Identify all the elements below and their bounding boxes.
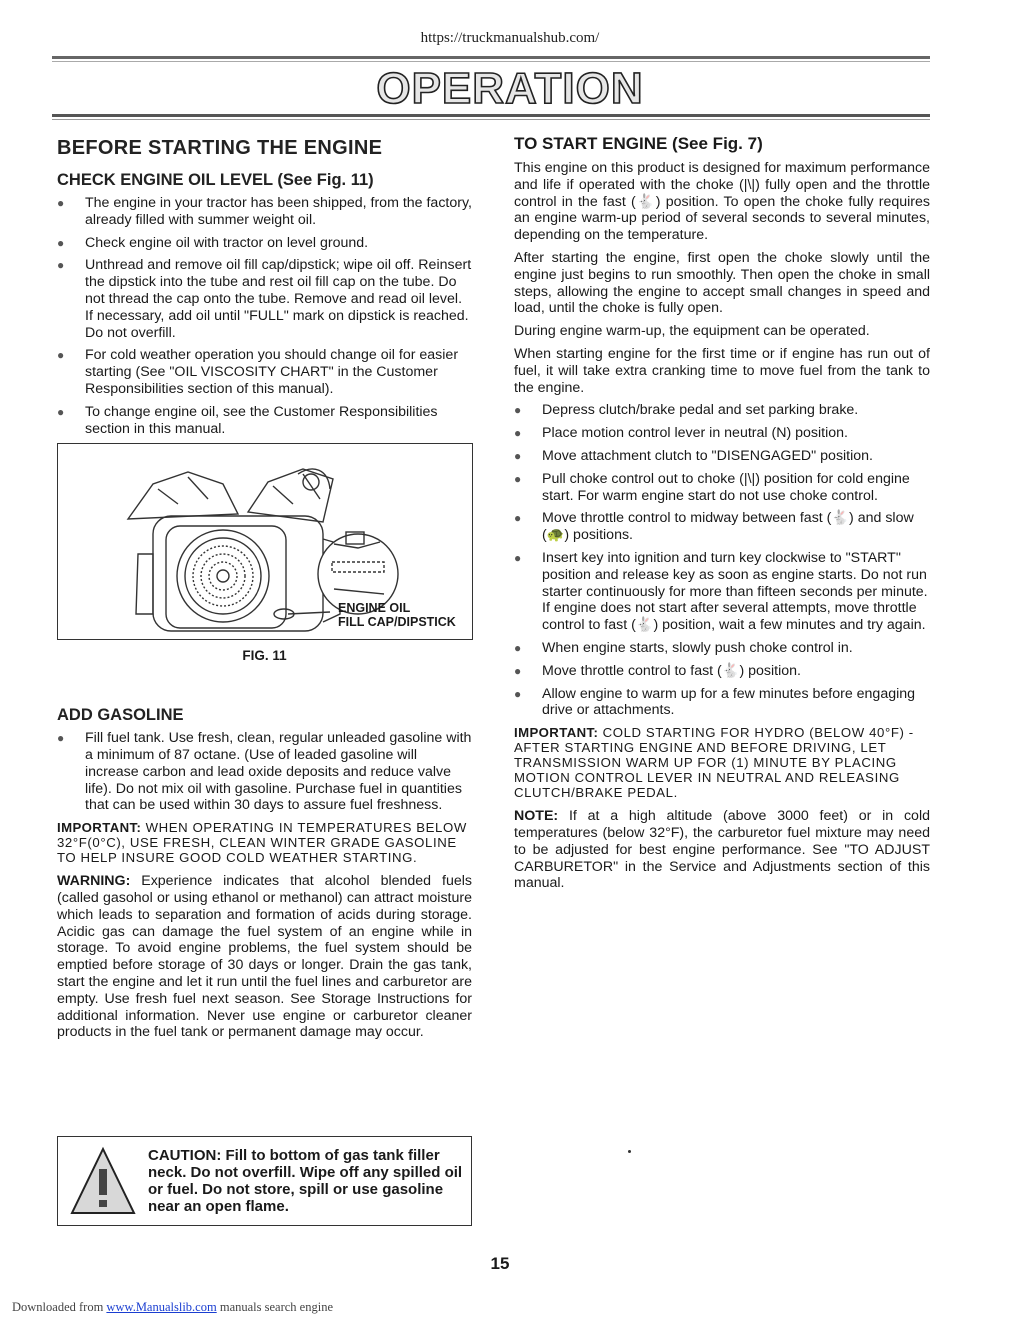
paragraph: During engine warm-up, the equipment can be operated. <box>514 323 870 340</box>
section-title-before-starting: BEFORE STARTING THE ENGINE <box>57 137 383 159</box>
title-rule-thin <box>52 119 930 120</box>
bullet-icon: ● <box>57 235 65 250</box>
figure-label: FIG. 11 <box>242 648 287 664</box>
caution-box <box>57 1136 472 1226</box>
list-item: ● Move throttle control to fast (🐇) position. <box>514 662 801 679</box>
bullet-icon: ● <box>514 471 522 486</box>
list-item: ● Fill fuel tank. Use fresh, clean, regular unleaded gasoline with a minimum of 87 octane. (Use of leaded gasoline will increase carbon and lead oxide deposits and reduce valve life). Do not mix oil with gasoline. Purchase fuel in quantities that can be used within 30 days to assure fuel freshness. <box>57 730 472 814</box>
bullet-icon: ● <box>57 348 65 363</box>
paragraph: After starting the engine, first open the choke slowly until the engine just begins to run smoothly. Then open the choke in small steps, allowing the engine to accept small changes in speed and load, until the choke is fully open. <box>514 249 930 317</box>
top-rule-thin <box>52 61 930 62</box>
bullet-icon: ● <box>57 404 65 419</box>
left-column <box>57 136 472 1047</box>
bullet-icon: ● <box>514 663 522 678</box>
bullet-icon: ● <box>57 196 65 210</box>
caution-text: CAUTION: Fill to bottom of gas tank filler neck. Do not overfill. Wipe off any spilled oil or fuel. Do not store, spill or use gasoline near an open flame. <box>148 1147 463 1215</box>
bullet-icon: ● <box>514 403 522 418</box>
heading-start-engine: TO START ENGINE (See Fig. 7) <box>514 134 763 153</box>
download-footer: Downloaded from www.Manualslib.com manuals search engine <box>12 1300 333 1314</box>
title-rule <box>52 114 930 117</box>
important-note-gasoline: IMPORTANT: WHEN OPERATING IN TEMPERATURES BELOW 32°F(0°C), USE FRESH, CLEAN WINTER GRADE GASOLINE TO HELP INSURE GOOD COLD WEATHER STARTING. <box>57 820 467 866</box>
list-item: ● Place motion control lever in neutral (N) position. <box>514 425 848 442</box>
important-note-hydro: IMPORTANT: COLD STARTING FOR HYDRO (BELOW 40°F) - AFTER STARTING ENGINE AND BEFORE DRIVING, LET TRANSMISSION WARM UP FOR (1) MINUTE BY PLACING MOTION CONTROL LEVER IN NEUTRAL AND RELEASING CLUTCH/BRAKE PEDAL. <box>514 725 914 801</box>
figure-callout <box>338 601 456 629</box>
warning-paragraph: WARNING: Experience indicates that alcohol blended fuels (called gasohol or using ethanol or methanol) can attract moisture which leads to separation and formation of acids during storage. Acidic gas can damage the fuel system of an engine while in storage. To avoid engine problems, the fuel system should be emptied before storage of 30 days or longer. Drain the gas tank, start the engine and let it run until the fuel lines and carburetor are empty. Use fresh fuel next season. See Storage Instructions for additional information. Never use engine or carburetor cleaner products in the fuel tank or permanent damage may occur. <box>57 873 472 1041</box>
page-title: OPERATION <box>376 64 644 113</box>
heading-check-oil: CHECK ENGINE OIL LEVEL (See Fig. 11) <box>57 171 374 189</box>
heading-add-gasoline: ADD GASOLINE <box>57 706 184 725</box>
scan-speck <box>628 1150 631 1153</box>
warning-triangle-icon <box>68 1145 138 1217</box>
manualslib-link[interactable]: www.Manualslib.com <box>106 1300 217 1314</box>
list-item: ● Move throttle control to midway between fast (🐇) and slow (🐢) positions. <box>514 510 914 544</box>
bullet-icon: ● <box>514 550 522 565</box>
oil-bullet-list <box>57 195 472 437</box>
list-item: ● Unthread and remove oil fill cap/dipstick; wipe oil off. Reinsert the dipstick into the tube and rest oil fill cap on the tube. Do not thread the cap onto the tube. Remove and read oil level. If necessary, add oil until "FULL" mark on dipstick is reached. Do not overfill. <box>57 257 472 341</box>
top-rule <box>52 56 930 59</box>
source-url: https://truckmanualshub.com/ <box>420 30 600 46</box>
list-item: ● Allow engine to warm up for a few minutes before engaging drive or attachments. <box>514 685 916 719</box>
bullet-icon: ● <box>514 640 522 655</box>
right-column <box>514 134 930 898</box>
page-number: 15 <box>490 1254 510 1273</box>
bullet-icon: ● <box>514 448 522 463</box>
bullet-icon: ● <box>514 511 522 526</box>
start-steps-list <box>514 402 930 719</box>
bullet-icon: ● <box>57 731 65 746</box>
bullet-icon: ● <box>514 426 522 441</box>
note-paragraph: NOTE: If at a high altitude (above 3000 feet) or in cold temperatures (below 32°F), the carburetor fuel mixture may need to be adjusted for best engine performance. See "TO ADJUST CARBURETOR" in the Service and Adjustments section of this manual. <box>514 808 930 892</box>
list-item: ● Check engine oil with tractor on level ground. <box>57 234 369 251</box>
list-item: ● Pull choke control out to choke (|\|) position for cold engine start. For warm engine start do not use choke control. <box>514 470 910 504</box>
bullet-icon: ● <box>57 258 65 273</box>
callout-line-1: ENGINE OIL <box>338 601 411 616</box>
list-item: ● When engine starts, slowly push choke control in. <box>514 639 853 656</box>
list-item: ● To change engine oil, see the Customer Responsibilities section in this manual. <box>57 403 438 437</box>
list-item: ● Insert key into ignition and turn key clockwise to "START" position and release key as soon as engine starts. Do not run starter continuously for more than fifteen seconds per minute. If engine does not start after several attempts, move throttle control to fast (🐇) position, wait a few minutes and try again. <box>514 549 928 634</box>
callout-line-2: FILL CAP/DIPSTICK <box>338 615 456 630</box>
gas-bullet-list <box>57 730 472 814</box>
paragraph: This engine on this product is designed for maximum performance and life if operated with the choke (|\|) fully open and the throttle control in the fast (🐇) position. To open the choke fully requires an engine warm-up period of several seconds to several minutes, depending on the temperature. <box>514 160 930 244</box>
paragraph: When starting engine for the first time or if engine has run out of fuel, it will take extra cranking time to move fuel from the tank to the engine. <box>514 345 930 396</box>
list-item: ● The engine in your tractor has been shipped, from the factory, already filled with summer weight oil. <box>57 195 472 228</box>
bullet-icon: ● <box>514 686 522 701</box>
figure-11-engine <box>57 443 473 640</box>
list-item: ● Move attachment clutch to "DISENGAGED" position. <box>514 447 874 464</box>
list-item: ● For cold weather operation you should change oil for easier starting (See "OIL VISCOSITY CHART" in the Customer Responsibilities section of this manual). <box>57 347 459 397</box>
list-item: ● Depress clutch/brake pedal and set parking brake. <box>514 402 859 419</box>
